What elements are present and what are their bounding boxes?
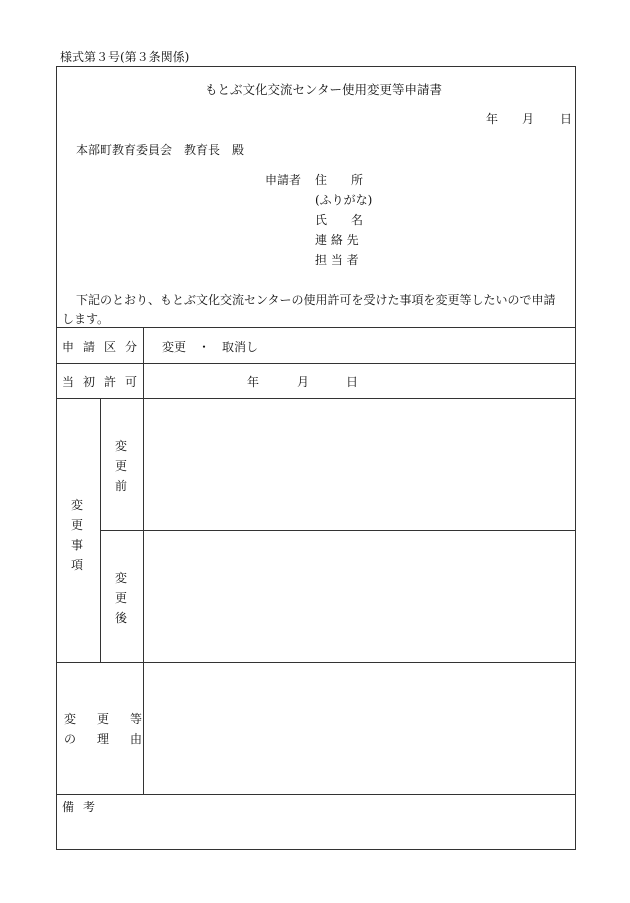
remarks-label: 備考 [62, 800, 105, 814]
remarks-field[interactable] [57, 815, 575, 849]
reason-field[interactable] [144, 663, 575, 793]
change-items-label: 変更事項 [70, 498, 83, 572]
original-permit-label: 当初許可 [62, 375, 147, 389]
intro-text-line2: します。 [62, 312, 110, 326]
before-change-field[interactable] [144, 399, 575, 529]
applicant-name-label: 氏 名 [315, 213, 364, 227]
date-year: 年 [486, 112, 499, 126]
row-divider [56, 327, 576, 328]
applicant-label: 申請者 [265, 173, 302, 187]
after-change-field[interactable] [144, 531, 575, 661]
date-day: 日 [560, 112, 573, 126]
original-permit-month: 月 [297, 375, 310, 389]
date-month: 月 [522, 112, 535, 126]
applicant-furigana-label: (ふりがな) [315, 193, 373, 207]
before-change-label: 変更前 [114, 439, 127, 493]
applicant-person-label: 担 当 者 [315, 253, 359, 267]
application-type-label: 申請区分 [62, 340, 147, 354]
applicant-contact-label: 連 絡 先 [315, 233, 359, 247]
row-divider [56, 363, 576, 364]
addressee: 本部町教育委員会 教育長 殿 [76, 143, 245, 157]
after-change-label: 変更後 [114, 571, 127, 625]
form-number: 様式第３号(第３条関係) [60, 50, 190, 64]
original-permit-year: 年 [247, 375, 260, 389]
column-divider [100, 398, 101, 662]
original-permit-day: 日 [346, 375, 359, 389]
applicant-address-label: 住 所 [315, 173, 364, 187]
row-divider [56, 794, 576, 795]
intro-text-line1: 下記のとおり、もとぶ文化交流センターの使用許可を受けた事項を変更等したいので申請 [76, 293, 556, 307]
reason-label-line1: 変更等 [64, 712, 164, 726]
reason-label-line2: の理由 [64, 732, 164, 746]
application-type-options[interactable]: 変更 ・ 取消し [162, 340, 259, 354]
form-title: もとぶ文化交流センター使用変更等申請書 [205, 82, 443, 97]
